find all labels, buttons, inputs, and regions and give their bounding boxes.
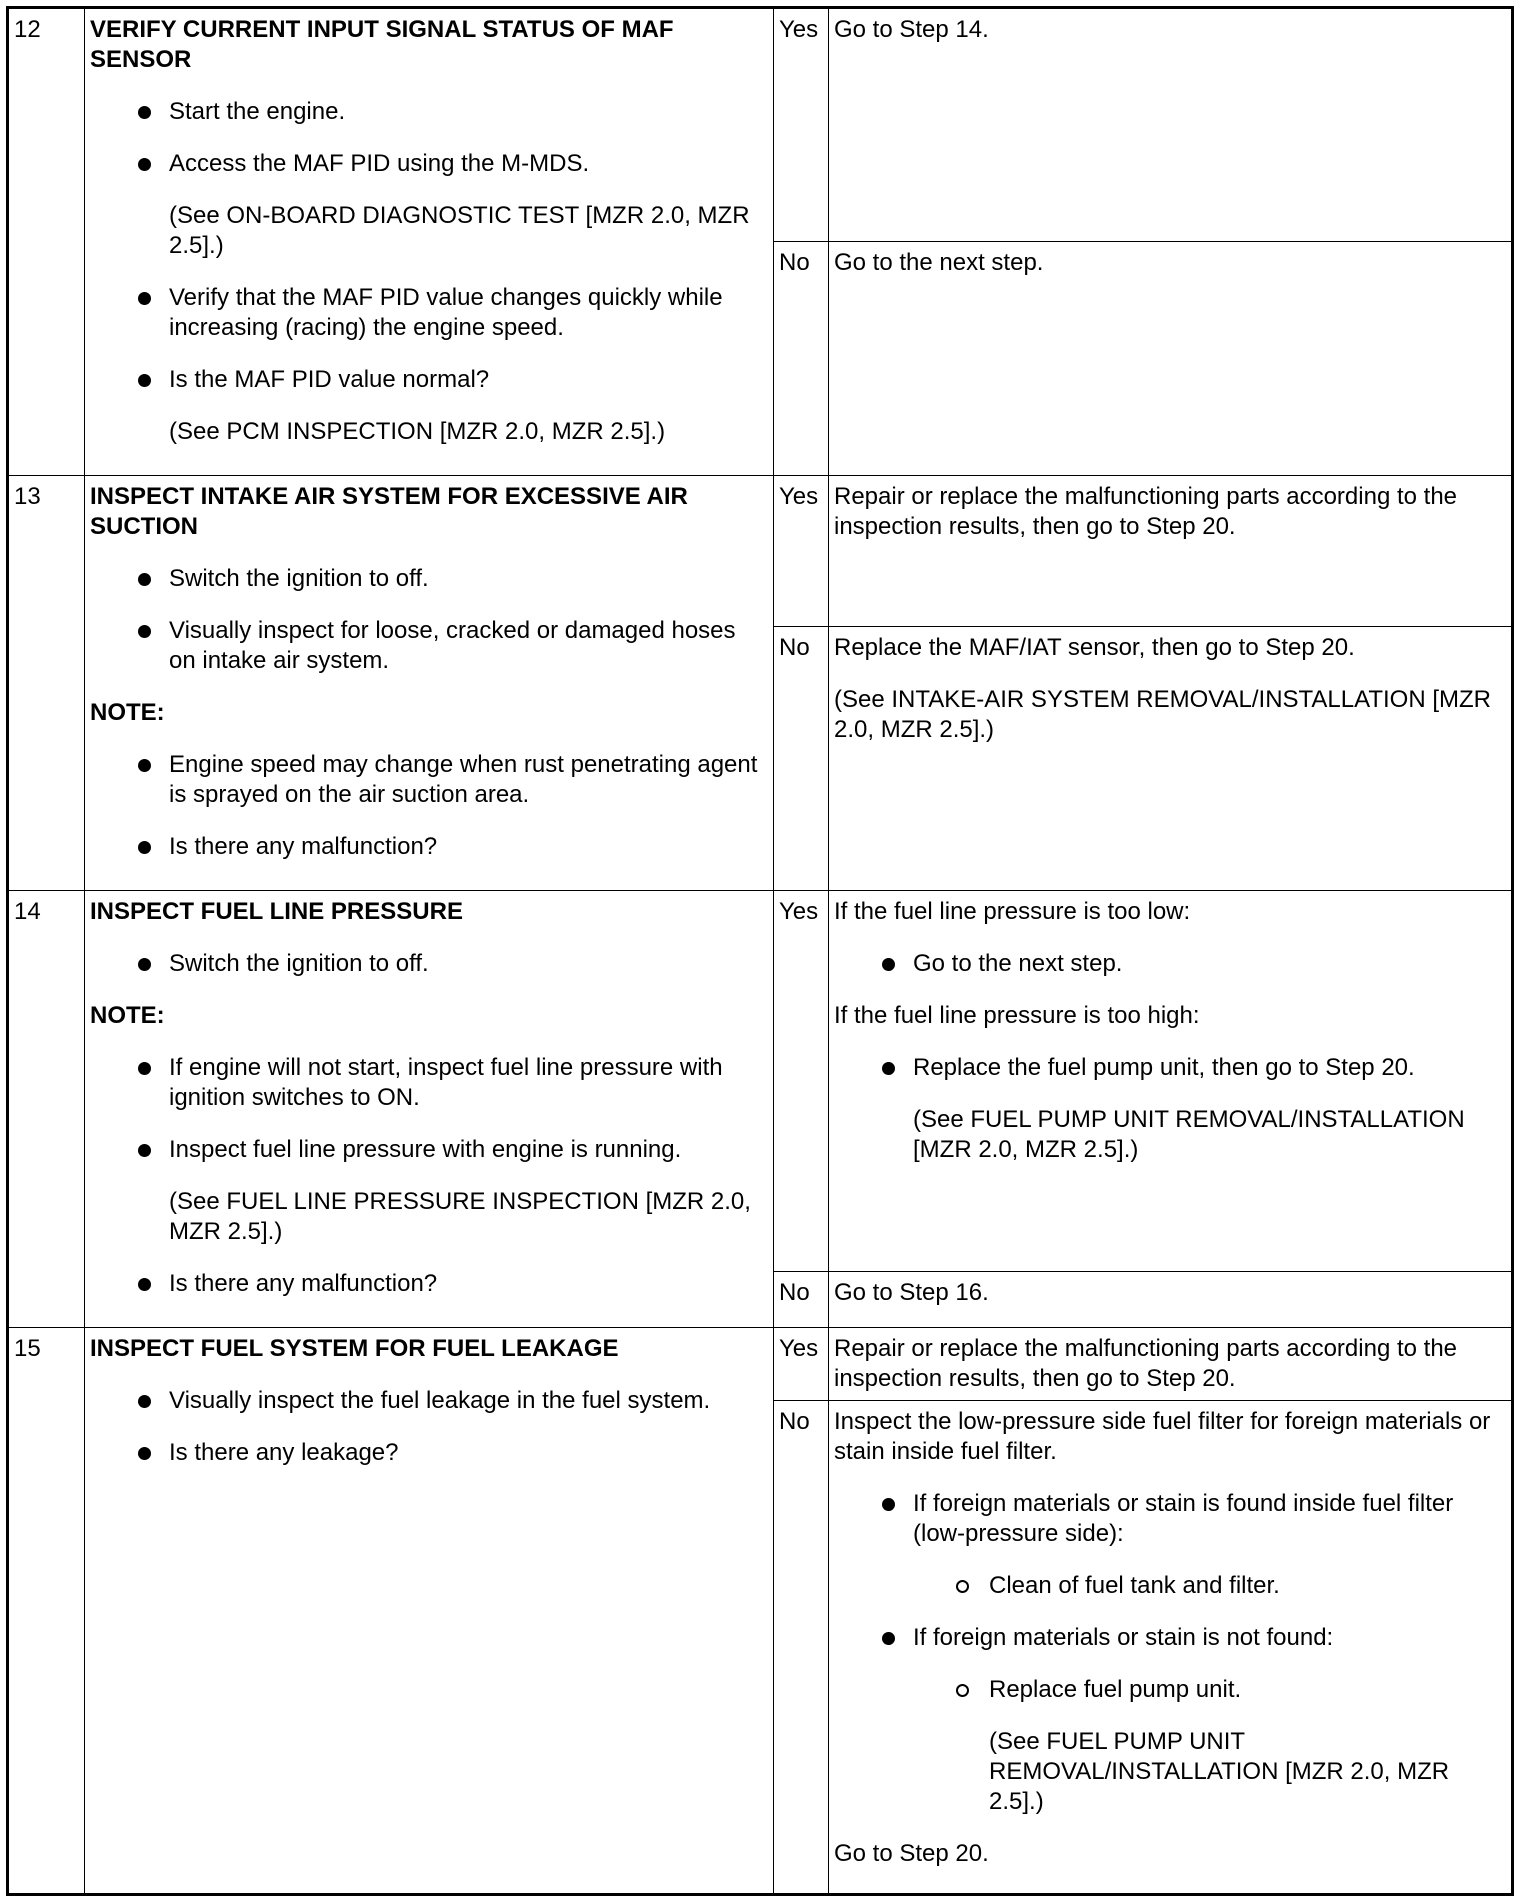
- table-row-step-13: [8, 476, 1513, 627]
- result-list: [834, 1489, 1506, 1549]
- reference-text: (See PCM INSPECTION [MZR 2.0, MZR 2.5].): [169, 418, 666, 445]
- step-action-cell: [85, 8, 774, 476]
- result-list: [834, 1623, 1506, 1653]
- result-item: If foreign materials or stain is not found:: [834, 1623, 1506, 1653]
- action-item: Is there any malfunction?: [90, 1269, 768, 1299]
- action-list: [90, 97, 768, 179]
- result-item: Replace the fuel pump unit, then go to Step 20.: [834, 1053, 1506, 1083]
- yes-label: Yes: [774, 8, 829, 242]
- condition-text: If the fuel line pressure is too low:: [834, 898, 1191, 925]
- action-item: Visually inspect the fuel leakage in the fuel system.: [90, 1386, 768, 1416]
- yes-result: Repair or replace the malfunctioning parts according to the inspection results, then go to Step 20.: [829, 476, 1513, 627]
- no-result: Go to the next step.: [829, 242, 1513, 476]
- result-list: [834, 949, 1506, 979]
- no-label: No: [774, 626, 829, 890]
- step-action-cell: [85, 891, 774, 1328]
- yes-result: Go to Step 14.: [829, 8, 1513, 242]
- no-label: No: [774, 242, 829, 476]
- result-intro: Inspect the low-pressure side fuel filter for foreign materials or stain inside fuel filter.: [834, 1408, 1491, 1465]
- result-sublist: [834, 1675, 1506, 1705]
- action-list: [90, 1053, 768, 1165]
- step-number: 13: [8, 476, 85, 891]
- action-item: Is there any malfunction?: [90, 832, 768, 862]
- result-list: [834, 1053, 1506, 1083]
- step-title: VERIFY CURRENT INPUT SIGNAL STATUS OF MAF SENSOR: [90, 16, 674, 73]
- no-result-cell: [829, 626, 1513, 890]
- action-item: Start the engine.: [90, 97, 768, 127]
- action-list: [90, 564, 768, 676]
- no-label: No: [774, 1272, 829, 1328]
- reference-text: (See ON-BOARD DIAGNOSTIC TEST [MZR 2.0, MZR 2.5].): [169, 202, 750, 259]
- action-item: Access the MAF PID using the M-MDS.: [90, 149, 768, 179]
- action-list: [90, 949, 768, 979]
- action-item: Switch the ignition to off.: [90, 564, 768, 594]
- result-subitem: Replace fuel pump unit.: [834, 1675, 1506, 1705]
- step-number: 12: [8, 8, 85, 476]
- action-item: Engine speed may change when rust penetrating agent is sprayed on the air suction area.: [90, 750, 768, 810]
- step-number: 15: [8, 1328, 85, 1895]
- no-result-cell: [829, 1401, 1513, 1895]
- result-item: If foreign materials or stain is found inside fuel filter (low-pressure side):: [834, 1489, 1506, 1549]
- action-item: Verify that the MAF PID value changes quickly while increasing (racing) the engine speed.: [90, 283, 768, 343]
- action-list: [90, 750, 768, 862]
- no-result: Go to Step 16.: [829, 1272, 1513, 1328]
- action-list: [90, 1386, 768, 1468]
- table-row-step-15: [8, 1328, 1513, 1401]
- reference-text: (See FUEL LINE PRESSURE INSPECTION [MZR 2.0, MZR 2.5].): [169, 1188, 751, 1245]
- table-row-step-12: [8, 8, 1513, 242]
- yes-result-cell: [829, 891, 1513, 1272]
- step-number: 14: [8, 891, 85, 1328]
- reference-text: (See FUEL PUMP UNIT REMOVAL/INSTALLATION [MZR 2.0, MZR 2.5].): [989, 1728, 1450, 1815]
- no-result: Replace the MAF/IAT sensor, then go to Step 20.: [834, 633, 1355, 661]
- step-action-cell: [85, 476, 774, 891]
- action-list: [90, 283, 768, 395]
- result-item: Go to the next step.: [834, 949, 1506, 979]
- yes-label: Yes: [774, 891, 829, 1272]
- yes-label: Yes: [774, 1328, 829, 1401]
- action-item: Inspect fuel line pressure with engine is running.: [90, 1135, 768, 1165]
- result-subitem: Clean of fuel tank and filter.: [834, 1571, 1506, 1601]
- note-label: NOTE:: [90, 699, 165, 726]
- condition-text: If the fuel line pressure is too high:: [834, 1002, 1200, 1029]
- no-label: No: [774, 1401, 829, 1895]
- yes-label: Yes: [774, 476, 829, 627]
- action-item: Is the MAF PID value normal?: [90, 365, 768, 395]
- action-list: [90, 1269, 768, 1299]
- step-action-cell: [85, 1328, 774, 1895]
- action-item: Visually inspect for loose, cracked or damaged hoses on intake air system.: [90, 616, 768, 676]
- reference-text: (See FUEL PUMP UNIT REMOVAL/INSTALLATION [MZR 2.0, MZR 2.5].): [913, 1106, 1465, 1163]
- step-title: INSPECT FUEL SYSTEM FOR FUEL LEAKAGE: [90, 1335, 619, 1362]
- result-outro: Go to Step 20.: [834, 1840, 989, 1867]
- yes-result: Repair or replace the malfunctioning parts according to the inspection results, then go to Step 20.: [829, 1328, 1513, 1401]
- reference-text: (See INTAKE-AIR SYSTEM REMOVAL/INSTALLATION [MZR 2.0, MZR 2.5].): [834, 685, 1491, 743]
- step-title: INSPECT INTAKE AIR SYSTEM FOR EXCESSIVE AIR SUCTION: [90, 483, 688, 540]
- action-item: Switch the ignition to off.: [90, 949, 768, 979]
- table-row-step-14: [8, 891, 1513, 1272]
- diagnostic-procedure-page: [6, 6, 1511, 1872]
- action-item: If engine will not start, inspect fuel line pressure with ignition switches to ON.: [90, 1053, 768, 1113]
- result-sublist: [834, 1571, 1506, 1601]
- action-item: Is there any leakage?: [90, 1438, 768, 1468]
- step-title: INSPECT FUEL LINE PRESSURE: [90, 898, 463, 925]
- note-label: NOTE:: [90, 1002, 165, 1029]
- diagnostic-table: [6, 6, 1514, 1896]
